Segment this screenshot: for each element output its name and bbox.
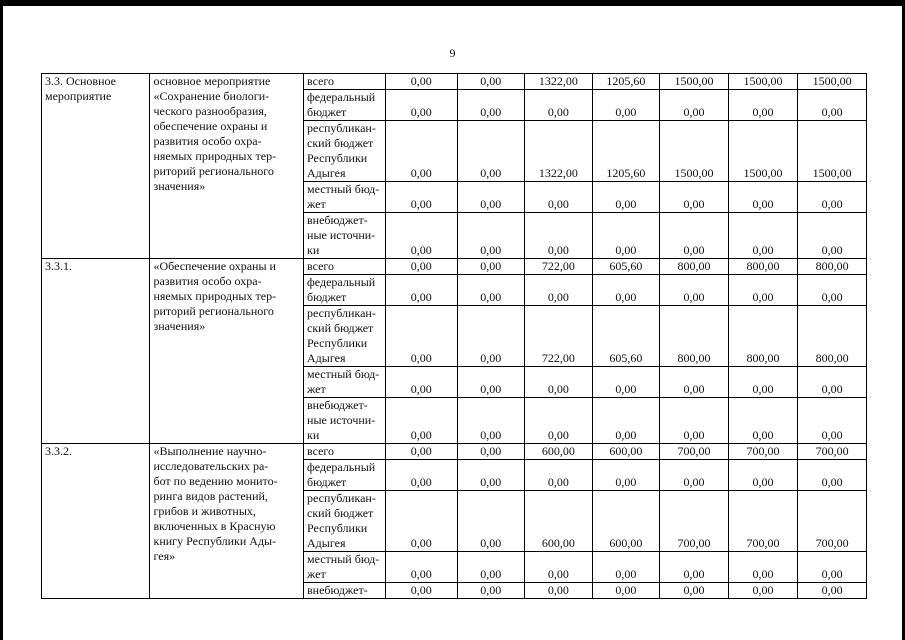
page-number: 9 xyxy=(449,46,456,60)
amount-cell: 722,00 xyxy=(525,306,593,367)
funding-source-cell: всего xyxy=(304,259,386,275)
amount-cell: 1500,00 xyxy=(798,74,867,90)
amount-cell: 800,00 xyxy=(798,306,867,367)
scan-border-left xyxy=(0,0,3,640)
amount-cell: 0,00 xyxy=(385,306,457,367)
amount-cell: 0,00 xyxy=(525,460,593,491)
amount-cell: 800,00 xyxy=(728,259,798,275)
amount-cell: 0,00 xyxy=(457,398,525,444)
amount-cell: 1500,00 xyxy=(660,121,729,182)
amount-cell: 800,00 xyxy=(660,306,729,367)
funding-source-cell: внебюджет- ные источни- ки xyxy=(304,213,386,259)
amount-cell: 0,00 xyxy=(525,90,593,121)
amount-cell: 0,00 xyxy=(592,367,660,398)
amount-cell: 600,00 xyxy=(592,491,660,552)
amount-cell: 0,00 xyxy=(457,90,525,121)
amount-cell: 0,00 xyxy=(660,213,729,259)
amount-cell: 0,00 xyxy=(525,182,593,213)
amount-cell: 0,00 xyxy=(457,306,525,367)
amount-cell: 0,00 xyxy=(728,275,798,306)
amount-cell: 0,00 xyxy=(592,583,660,599)
amount-cell: 700,00 xyxy=(660,444,729,460)
amount-cell: 0,00 xyxy=(728,398,798,444)
budget-table-body xyxy=(42,74,867,599)
amount-cell: 0,00 xyxy=(525,367,593,398)
amount-cell: 0,00 xyxy=(385,398,457,444)
amount-cell: 0,00 xyxy=(525,552,593,583)
amount-cell: 0,00 xyxy=(728,90,798,121)
amount-cell: 1500,00 xyxy=(728,121,798,182)
amount-cell: 800,00 xyxy=(798,259,867,275)
amount-cell: 0,00 xyxy=(385,90,457,121)
amount-cell: 0,00 xyxy=(660,398,729,444)
amount-cell: 700,00 xyxy=(798,444,867,460)
amount-cell: 0,00 xyxy=(592,398,660,444)
amount-cell: 0,00 xyxy=(728,460,798,491)
amount-cell: 0,00 xyxy=(385,367,457,398)
table-row xyxy=(42,259,867,275)
funding-source-cell: местный бюд- жет xyxy=(304,182,386,213)
table-row xyxy=(42,74,867,90)
amount-cell: 0,00 xyxy=(660,90,729,121)
amount-cell: 0,00 xyxy=(457,259,525,275)
amount-cell: 800,00 xyxy=(660,259,729,275)
amount-cell: 0,00 xyxy=(385,552,457,583)
amount-cell: 0,00 xyxy=(457,460,525,491)
amount-cell: 0,00 xyxy=(728,213,798,259)
amount-cell: 0,00 xyxy=(728,583,798,599)
amount-cell: 700,00 xyxy=(798,491,867,552)
amount-cell: 1205,60 xyxy=(592,121,660,182)
amount-cell: 0,00 xyxy=(798,460,867,491)
funding-source-cell: федеральный бюджет xyxy=(304,460,386,491)
amount-cell: 0,00 xyxy=(798,275,867,306)
funding-source-cell: республикан- ский бюджет Республики Адыгея xyxy=(304,306,386,367)
amount-cell: 600,00 xyxy=(592,444,660,460)
amount-cell: 0,00 xyxy=(798,398,867,444)
item-code-cell: 3.3.2. xyxy=(42,444,150,599)
amount-cell: 0,00 xyxy=(728,367,798,398)
amount-cell: 0,00 xyxy=(385,460,457,491)
amount-cell: 1500,00 xyxy=(728,74,798,90)
item-description-cell: «Выполнение научно- исследовательских ра- бот по ведению монито- ринга видов растений, грибов и животных, включенных в Красную книгу Республики Ады- гея» xyxy=(150,444,304,599)
amount-cell: 600,00 xyxy=(525,444,593,460)
amount-cell: 0,00 xyxy=(457,491,525,552)
amount-cell: 0,00 xyxy=(798,90,867,121)
table-row xyxy=(42,444,867,460)
amount-cell: 0,00 xyxy=(385,213,457,259)
amount-cell: 0,00 xyxy=(457,121,525,182)
funding-source-cell: республикан- ский бюджет Республики Адыгея xyxy=(304,121,386,182)
amount-cell: 700,00 xyxy=(728,491,798,552)
funding-source-cell: внебюджет- ные источни- ки xyxy=(304,398,386,444)
amount-cell: 1500,00 xyxy=(798,121,867,182)
funding-source-cell: местный бюд- жет xyxy=(304,552,386,583)
funding-source-cell: местный бюд- жет xyxy=(304,367,386,398)
amount-cell: 600,00 xyxy=(525,491,593,552)
budget-table xyxy=(41,73,867,599)
amount-cell: 0,00 xyxy=(592,275,660,306)
item-description-cell: основное мероприятие «Сохранение биологи- ческого разнообразия, обеспечение охраны и развития особо охра- няемых природных тер- риторий регионального значения» xyxy=(150,74,304,259)
amount-cell: 0,00 xyxy=(798,552,867,583)
amount-cell: 0,00 xyxy=(660,182,729,213)
amount-cell: 0,00 xyxy=(728,552,798,583)
funding-source-cell: всего xyxy=(304,74,386,90)
scan-border-top xyxy=(0,0,905,6)
amount-cell: 0,00 xyxy=(798,213,867,259)
funding-source-cell: республикан- ский бюджет Республики Адыгея xyxy=(304,491,386,552)
amount-cell: 0,00 xyxy=(592,460,660,491)
amount-cell: 605,60 xyxy=(592,306,660,367)
amount-cell: 1500,00 xyxy=(660,74,729,90)
amount-cell: 0,00 xyxy=(385,182,457,213)
amount-cell: 722,00 xyxy=(525,259,593,275)
funding-source-cell: всего xyxy=(304,444,386,460)
amount-cell: 0,00 xyxy=(457,367,525,398)
amount-cell: 0,00 xyxy=(660,583,729,599)
item-description-cell: «Обеспечение охраны и развития особо охра- няемых природных тер- риторий регионального значения» xyxy=(150,259,304,444)
amount-cell: 0,00 xyxy=(660,460,729,491)
amount-cell: 0,00 xyxy=(525,398,593,444)
amount-cell: 0,00 xyxy=(592,90,660,121)
funding-source-cell: федеральный бюджет xyxy=(304,90,386,121)
amount-cell: 0,00 xyxy=(385,444,457,460)
amount-cell: 0,00 xyxy=(457,74,525,90)
amount-cell: 0,00 xyxy=(457,444,525,460)
amount-cell: 0,00 xyxy=(457,213,525,259)
amount-cell: 0,00 xyxy=(457,583,525,599)
amount-cell: 0,00 xyxy=(385,491,457,552)
amount-cell: 700,00 xyxy=(728,444,798,460)
funding-source-cell: федеральный бюджет xyxy=(304,275,386,306)
amount-cell: 800,00 xyxy=(728,306,798,367)
amount-cell: 0,00 xyxy=(385,74,457,90)
amount-cell: 0,00 xyxy=(592,182,660,213)
amount-cell: 605,60 xyxy=(592,259,660,275)
amount-cell: 0,00 xyxy=(798,182,867,213)
amount-cell: 0,00 xyxy=(660,367,729,398)
amount-cell: 1322,00 xyxy=(525,121,593,182)
amount-cell: 0,00 xyxy=(385,259,457,275)
amount-cell: 0,00 xyxy=(592,552,660,583)
amount-cell: 0,00 xyxy=(457,182,525,213)
funding-source-cell: внебюджет- xyxy=(304,583,386,599)
amount-cell: 1205,60 xyxy=(592,74,660,90)
amount-cell: 0,00 xyxy=(660,275,729,306)
amount-cell: 0,00 xyxy=(592,213,660,259)
amount-cell: 0,00 xyxy=(525,583,593,599)
amount-cell: 0,00 xyxy=(457,552,525,583)
amount-cell: 0,00 xyxy=(728,182,798,213)
amount-cell: 0,00 xyxy=(385,583,457,599)
amount-cell: 0,00 xyxy=(660,552,729,583)
amount-cell: 0,00 xyxy=(385,121,457,182)
amount-cell: 0,00 xyxy=(525,213,593,259)
amount-cell: 1322,00 xyxy=(525,74,593,90)
amount-cell: 0,00 xyxy=(798,583,867,599)
amount-cell: 0,00 xyxy=(798,367,867,398)
amount-cell: 0,00 xyxy=(385,275,457,306)
amount-cell: 0,00 xyxy=(457,275,525,306)
amount-cell: 0,00 xyxy=(525,275,593,306)
item-code-cell: 3.3. Основное мероприятие xyxy=(42,74,150,259)
item-code-cell: 3.3.1. xyxy=(42,259,150,444)
amount-cell: 700,00 xyxy=(660,491,729,552)
